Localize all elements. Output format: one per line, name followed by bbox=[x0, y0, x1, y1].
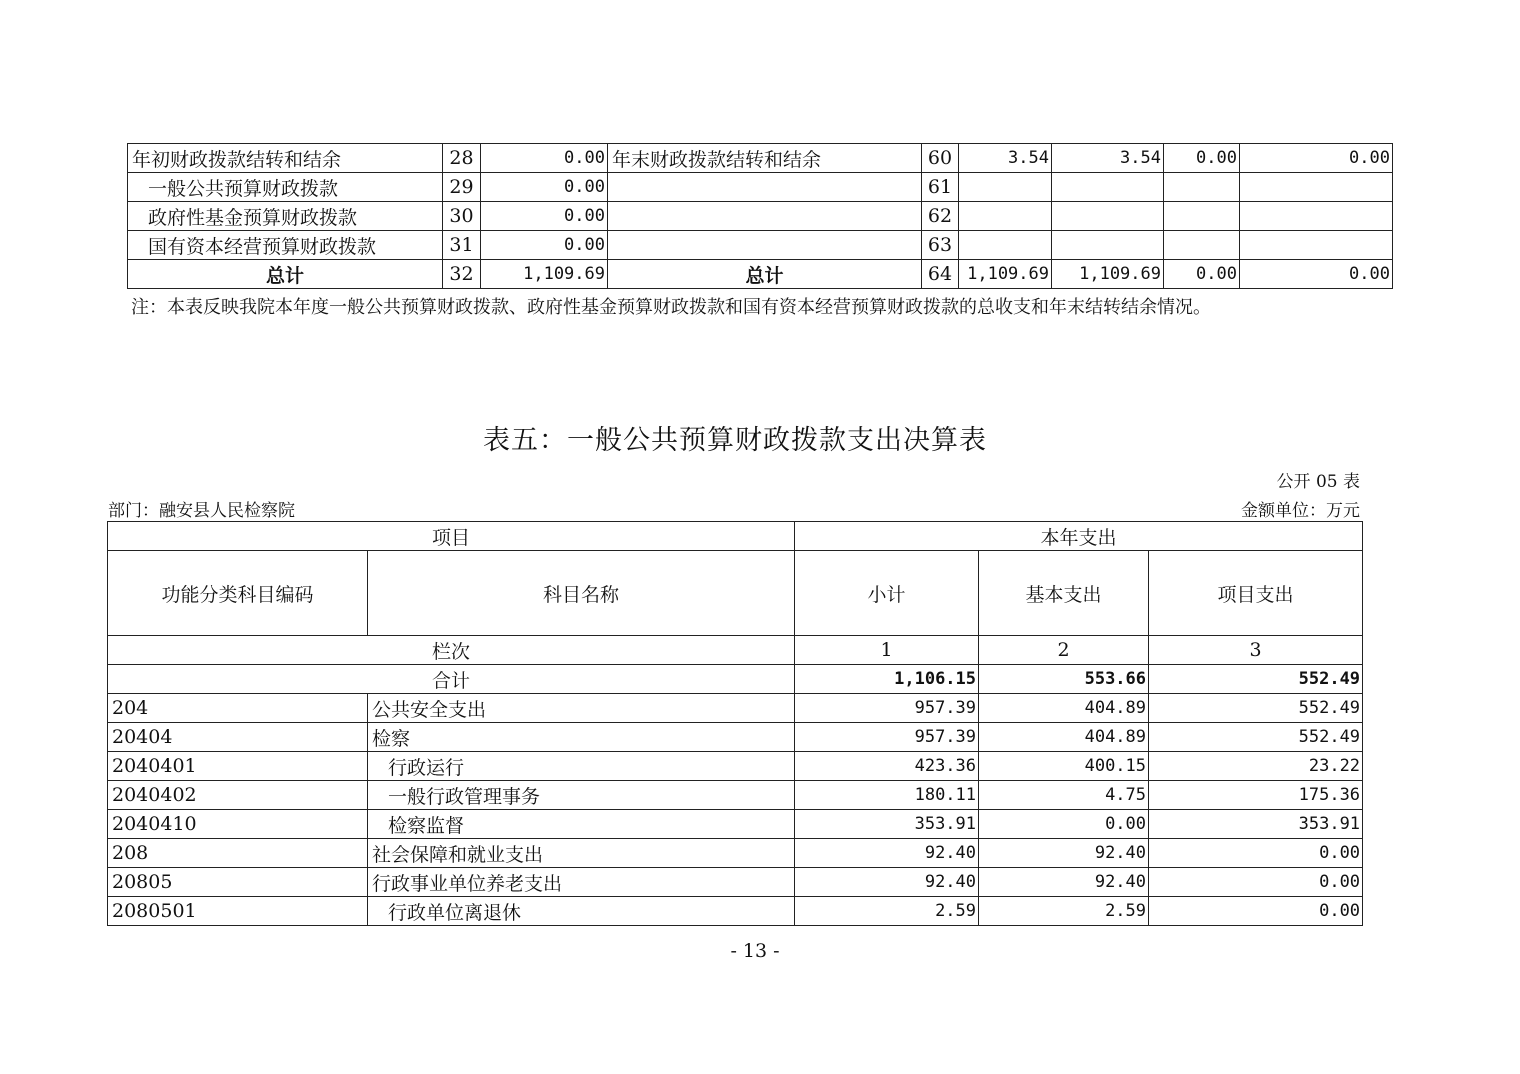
right-row-no: 61 bbox=[922, 173, 959, 202]
total-basic: 553.66 bbox=[979, 665, 1149, 694]
expenditure-table-body bbox=[108, 694, 1363, 926]
right-value-4 bbox=[1240, 173, 1393, 202]
table-row bbox=[128, 231, 1393, 260]
subject-name: 行政运行 bbox=[368, 752, 795, 781]
table-row bbox=[108, 839, 1363, 868]
left-value: 0.00 bbox=[481, 202, 608, 231]
right-row-no: 62 bbox=[922, 202, 959, 231]
col-subtotal-header: 小计 bbox=[795, 551, 979, 636]
right-value-1: 1,109.69 bbox=[959, 260, 1052, 289]
table-note: 注：本表反映我院本年度一般公共预算财政拨款、政府性基金预算财政拨款和国有资本经营预算财政拨款的总收支和年末结转结余情况。 bbox=[131, 297, 1211, 318]
carryover-table-body bbox=[128, 144, 1393, 289]
header-item: 项目 bbox=[108, 522, 795, 551]
function-code: 204 bbox=[108, 694, 368, 723]
basic-value: 92.40 bbox=[979, 868, 1149, 897]
right-value-2 bbox=[1052, 231, 1164, 260]
right-value-4: 0.00 bbox=[1240, 144, 1393, 173]
function-code: 20805 bbox=[108, 868, 368, 897]
function-code: 2040402 bbox=[108, 781, 368, 810]
col-project-header: 项目支出 bbox=[1149, 551, 1363, 636]
table-row bbox=[128, 202, 1393, 231]
right-label bbox=[608, 231, 922, 260]
right-value-4: 0.00 bbox=[1240, 260, 1393, 289]
right-value-2: 1,109.69 bbox=[1052, 260, 1164, 289]
left-row-no: 29 bbox=[443, 173, 481, 202]
subtotal-value: 353.91 bbox=[795, 810, 979, 839]
right-row-no: 60 bbox=[922, 144, 959, 173]
left-value: 1,109.69 bbox=[481, 260, 608, 289]
right-value-3 bbox=[1164, 173, 1240, 202]
right-value-3 bbox=[1164, 202, 1240, 231]
carryover-table bbox=[127, 143, 1393, 289]
subtotal-value: 957.39 bbox=[795, 723, 979, 752]
right-value-1: 3.54 bbox=[959, 144, 1052, 173]
subtotal-value: 423.36 bbox=[795, 752, 979, 781]
function-code: 20404 bbox=[108, 723, 368, 752]
expenditure-table bbox=[107, 521, 1363, 926]
basic-value: 2.59 bbox=[979, 897, 1149, 926]
left-label: 政府性基金预算财政拨款 bbox=[128, 202, 443, 231]
function-code: 2040410 bbox=[108, 810, 368, 839]
right-value-2 bbox=[1052, 202, 1164, 231]
project-value: 0.00 bbox=[1149, 897, 1363, 926]
right-value-3 bbox=[1164, 231, 1240, 260]
column-index-2: 2 bbox=[979, 636, 1149, 665]
right-row-no: 63 bbox=[922, 231, 959, 260]
left-row-no: 28 bbox=[443, 144, 481, 173]
basic-value: 400.15 bbox=[979, 752, 1149, 781]
basic-value: 0.00 bbox=[979, 810, 1149, 839]
department-label: 部门：融安县人民检察院 bbox=[108, 501, 295, 521]
function-code: 2040401 bbox=[108, 752, 368, 781]
project-value: 175.36 bbox=[1149, 781, 1363, 810]
subject-name: 行政事业单位养老支出 bbox=[368, 868, 795, 897]
function-code: 2080501 bbox=[108, 897, 368, 926]
subtotal-value: 92.40 bbox=[795, 839, 979, 868]
total-subtotal: 1,106.15 bbox=[795, 665, 979, 694]
right-value-3: 0.00 bbox=[1164, 144, 1240, 173]
right-label bbox=[608, 173, 922, 202]
basic-value: 404.89 bbox=[979, 723, 1149, 752]
left-row-no: 30 bbox=[443, 202, 481, 231]
project-value: 552.49 bbox=[1149, 723, 1363, 752]
basic-value: 92.40 bbox=[979, 839, 1149, 868]
total-row bbox=[108, 665, 1363, 694]
subtotal-value: 957.39 bbox=[795, 694, 979, 723]
col-code-header: 功能分类科目编码 bbox=[108, 551, 368, 636]
subject-name: 一般行政管理事务 bbox=[368, 781, 795, 810]
left-label: 一般公共预算财政拨款 bbox=[128, 173, 443, 202]
left-value: 0.00 bbox=[481, 231, 608, 260]
project-value: 552.49 bbox=[1149, 694, 1363, 723]
right-label: 年末财政拨款结转和结余 bbox=[608, 144, 922, 173]
form-number: 公开 05 表 bbox=[1276, 472, 1360, 492]
subject-name: 公共安全支出 bbox=[368, 694, 795, 723]
right-row-no: 64 bbox=[922, 260, 959, 289]
amount-unit-label: 金额单位：万元 bbox=[1241, 501, 1360, 521]
left-label: 总计 bbox=[128, 260, 443, 289]
subtotal-value: 92.40 bbox=[795, 868, 979, 897]
left-row-no: 31 bbox=[443, 231, 481, 260]
left-row-no: 32 bbox=[443, 260, 481, 289]
table-row bbox=[108, 868, 1363, 897]
subtotal-value: 180.11 bbox=[795, 781, 979, 810]
table-row bbox=[108, 723, 1363, 752]
project-value: 0.00 bbox=[1149, 839, 1363, 868]
table-row bbox=[108, 897, 1363, 926]
right-value-4 bbox=[1240, 202, 1393, 231]
left-label: 国有资本经营预算财政拨款 bbox=[128, 231, 443, 260]
column-index-3: 3 bbox=[1149, 636, 1363, 665]
table-row bbox=[128, 260, 1393, 289]
right-value-1 bbox=[959, 173, 1052, 202]
right-value-1 bbox=[959, 231, 1052, 260]
subject-name: 社会保障和就业支出 bbox=[368, 839, 795, 868]
table-row bbox=[108, 752, 1363, 781]
table-row bbox=[108, 810, 1363, 839]
total-label: 合计 bbox=[108, 665, 795, 694]
subject-name: 行政单位离退休 bbox=[368, 897, 795, 926]
col-name-header: 科目名称 bbox=[368, 551, 795, 636]
basic-value: 404.89 bbox=[979, 694, 1149, 723]
right-value-4 bbox=[1240, 231, 1393, 260]
basic-value: 4.75 bbox=[979, 781, 1149, 810]
right-value-3: 0.00 bbox=[1164, 260, 1240, 289]
right-value-2: 3.54 bbox=[1052, 144, 1164, 173]
col-basic-header: 基本支出 bbox=[979, 551, 1149, 636]
table-row bbox=[128, 144, 1393, 173]
subject-name: 检察 bbox=[368, 723, 795, 752]
column-index-row bbox=[108, 636, 1363, 665]
header-row-2 bbox=[108, 551, 1363, 636]
project-value: 23.22 bbox=[1149, 752, 1363, 781]
function-code: 208 bbox=[108, 839, 368, 868]
table-row bbox=[108, 694, 1363, 723]
project-value: 353.91 bbox=[1149, 810, 1363, 839]
header-year-expense: 本年支出 bbox=[795, 522, 1363, 551]
left-value: 0.00 bbox=[481, 144, 608, 173]
right-label bbox=[608, 202, 922, 231]
right-value-2 bbox=[1052, 173, 1164, 202]
subject-name: 检察监督 bbox=[368, 810, 795, 839]
table-row bbox=[108, 781, 1363, 810]
table-row bbox=[128, 173, 1393, 202]
left-label: 年初财政拨款结转和结余 bbox=[128, 144, 443, 173]
page-title: 表五：一般公共预算财政拨款支出决算表 bbox=[483, 425, 987, 456]
right-label: 总计 bbox=[608, 260, 922, 289]
page-number: - 13 - bbox=[730, 940, 780, 962]
subtotal-value: 2.59 bbox=[795, 897, 979, 926]
project-value: 0.00 bbox=[1149, 868, 1363, 897]
header-row-1 bbox=[108, 522, 1363, 551]
total-project: 552.49 bbox=[1149, 665, 1363, 694]
right-value-1 bbox=[959, 202, 1052, 231]
left-value: 0.00 bbox=[481, 173, 608, 202]
column-index-1: 1 bbox=[795, 636, 979, 665]
column-index-label: 栏次 bbox=[108, 636, 795, 665]
